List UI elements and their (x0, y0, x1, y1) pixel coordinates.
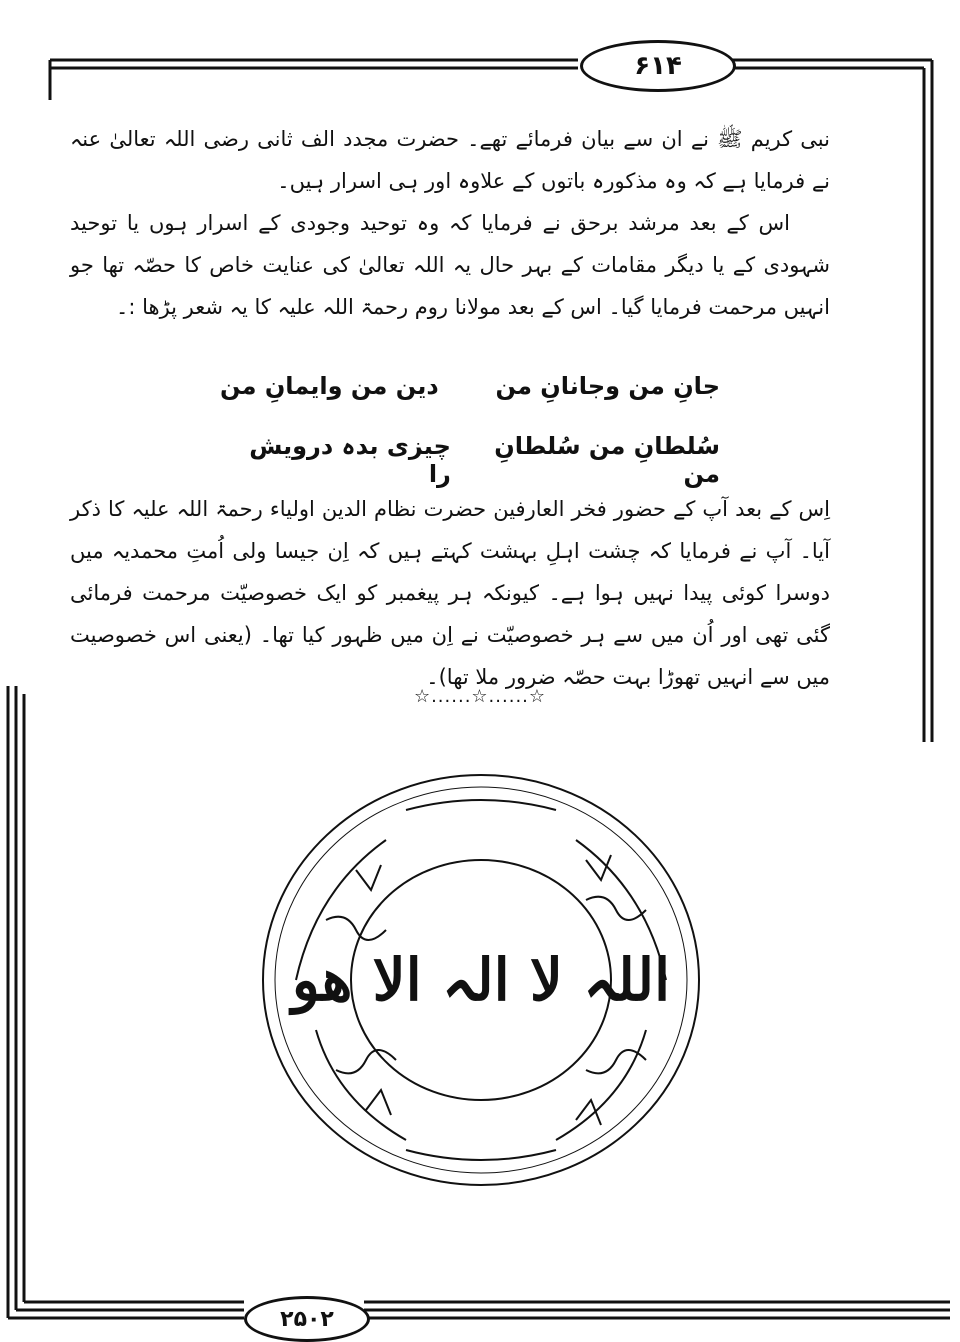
paragraph-1-line-a: نبی کریم ﷺ نے ان سے بیان فرمائے تھے۔ حضرت مجدد الف ثانی رضی اللہ تعالیٰ عنہ نے فرمایا ہے کہ وہ مذکورہ باتوں کے علاوہ اور ہی اسرار ہیں۔ (70, 127, 830, 193)
couplet-1-right: جانِ من وجانانِ من (495, 372, 720, 400)
couplet-2-left: چیزی بدہ درویش را (249, 432, 451, 488)
paragraph-1-line-b: اس کے بعد مرشد برحق نے فرمایا کہ وہ توحید وجودی کے اسرار ہوں یا توحید شہودی کے یا دیگر مقامات کے بہر حال یہ اللہ تعالیٰ کی عنایت خاص کا حصّہ تھا جو انہیں مرحمت فرمایا گیا۔ اس کے بعد مولانا روم رحمۃ اللہ علیہ کا یہ شعر پڑھا :۔ (70, 211, 830, 319)
calligraphy-emblem (256, 770, 706, 1190)
couplet-1-left: دین من وایمانِ من (220, 372, 439, 400)
footer-page-number: ۲۵۰۲ (244, 1296, 370, 1342)
separator-stars: ☆......☆......☆ (413, 686, 547, 707)
calligraphy-center-text: اللہ لا الہ الا ھو (291, 946, 671, 1014)
paragraph-2: اِس کے بعد آپ کے حضور فخر العارفین حضرت نظام الدین اولیاء رحمۃ اللہ علیہ کا ذکر آیا۔ آپ نے فرمایا کہ چشت اہلِ بہشت کہتے ہیں کہ اِن جیسا ولی اُمتِ محمدیہ میں دوسرا کوئی پیدا نہیں ہوا ہے۔ کیونکہ ہر پیغمبر کو ایک خصوصیّت مرحمت فرمائی گئی تھی اور اُن میں سے ہر خصوصیّت نے اِن میں ظہور کیا تھا۔ (یعنی اس خصوصیت میں سے انہیں تھوڑا بہت حصّہ ضرور ملا تھا)۔ (70, 497, 830, 689)
paragraph-1 (70, 118, 830, 328)
header-page-number: ۶۱۴ (580, 40, 736, 92)
couplet-line-2 (220, 432, 720, 488)
couplet-line-1 (220, 372, 720, 400)
couplet-2-right: سُلطانِ من سُلطانِ من (494, 432, 720, 488)
